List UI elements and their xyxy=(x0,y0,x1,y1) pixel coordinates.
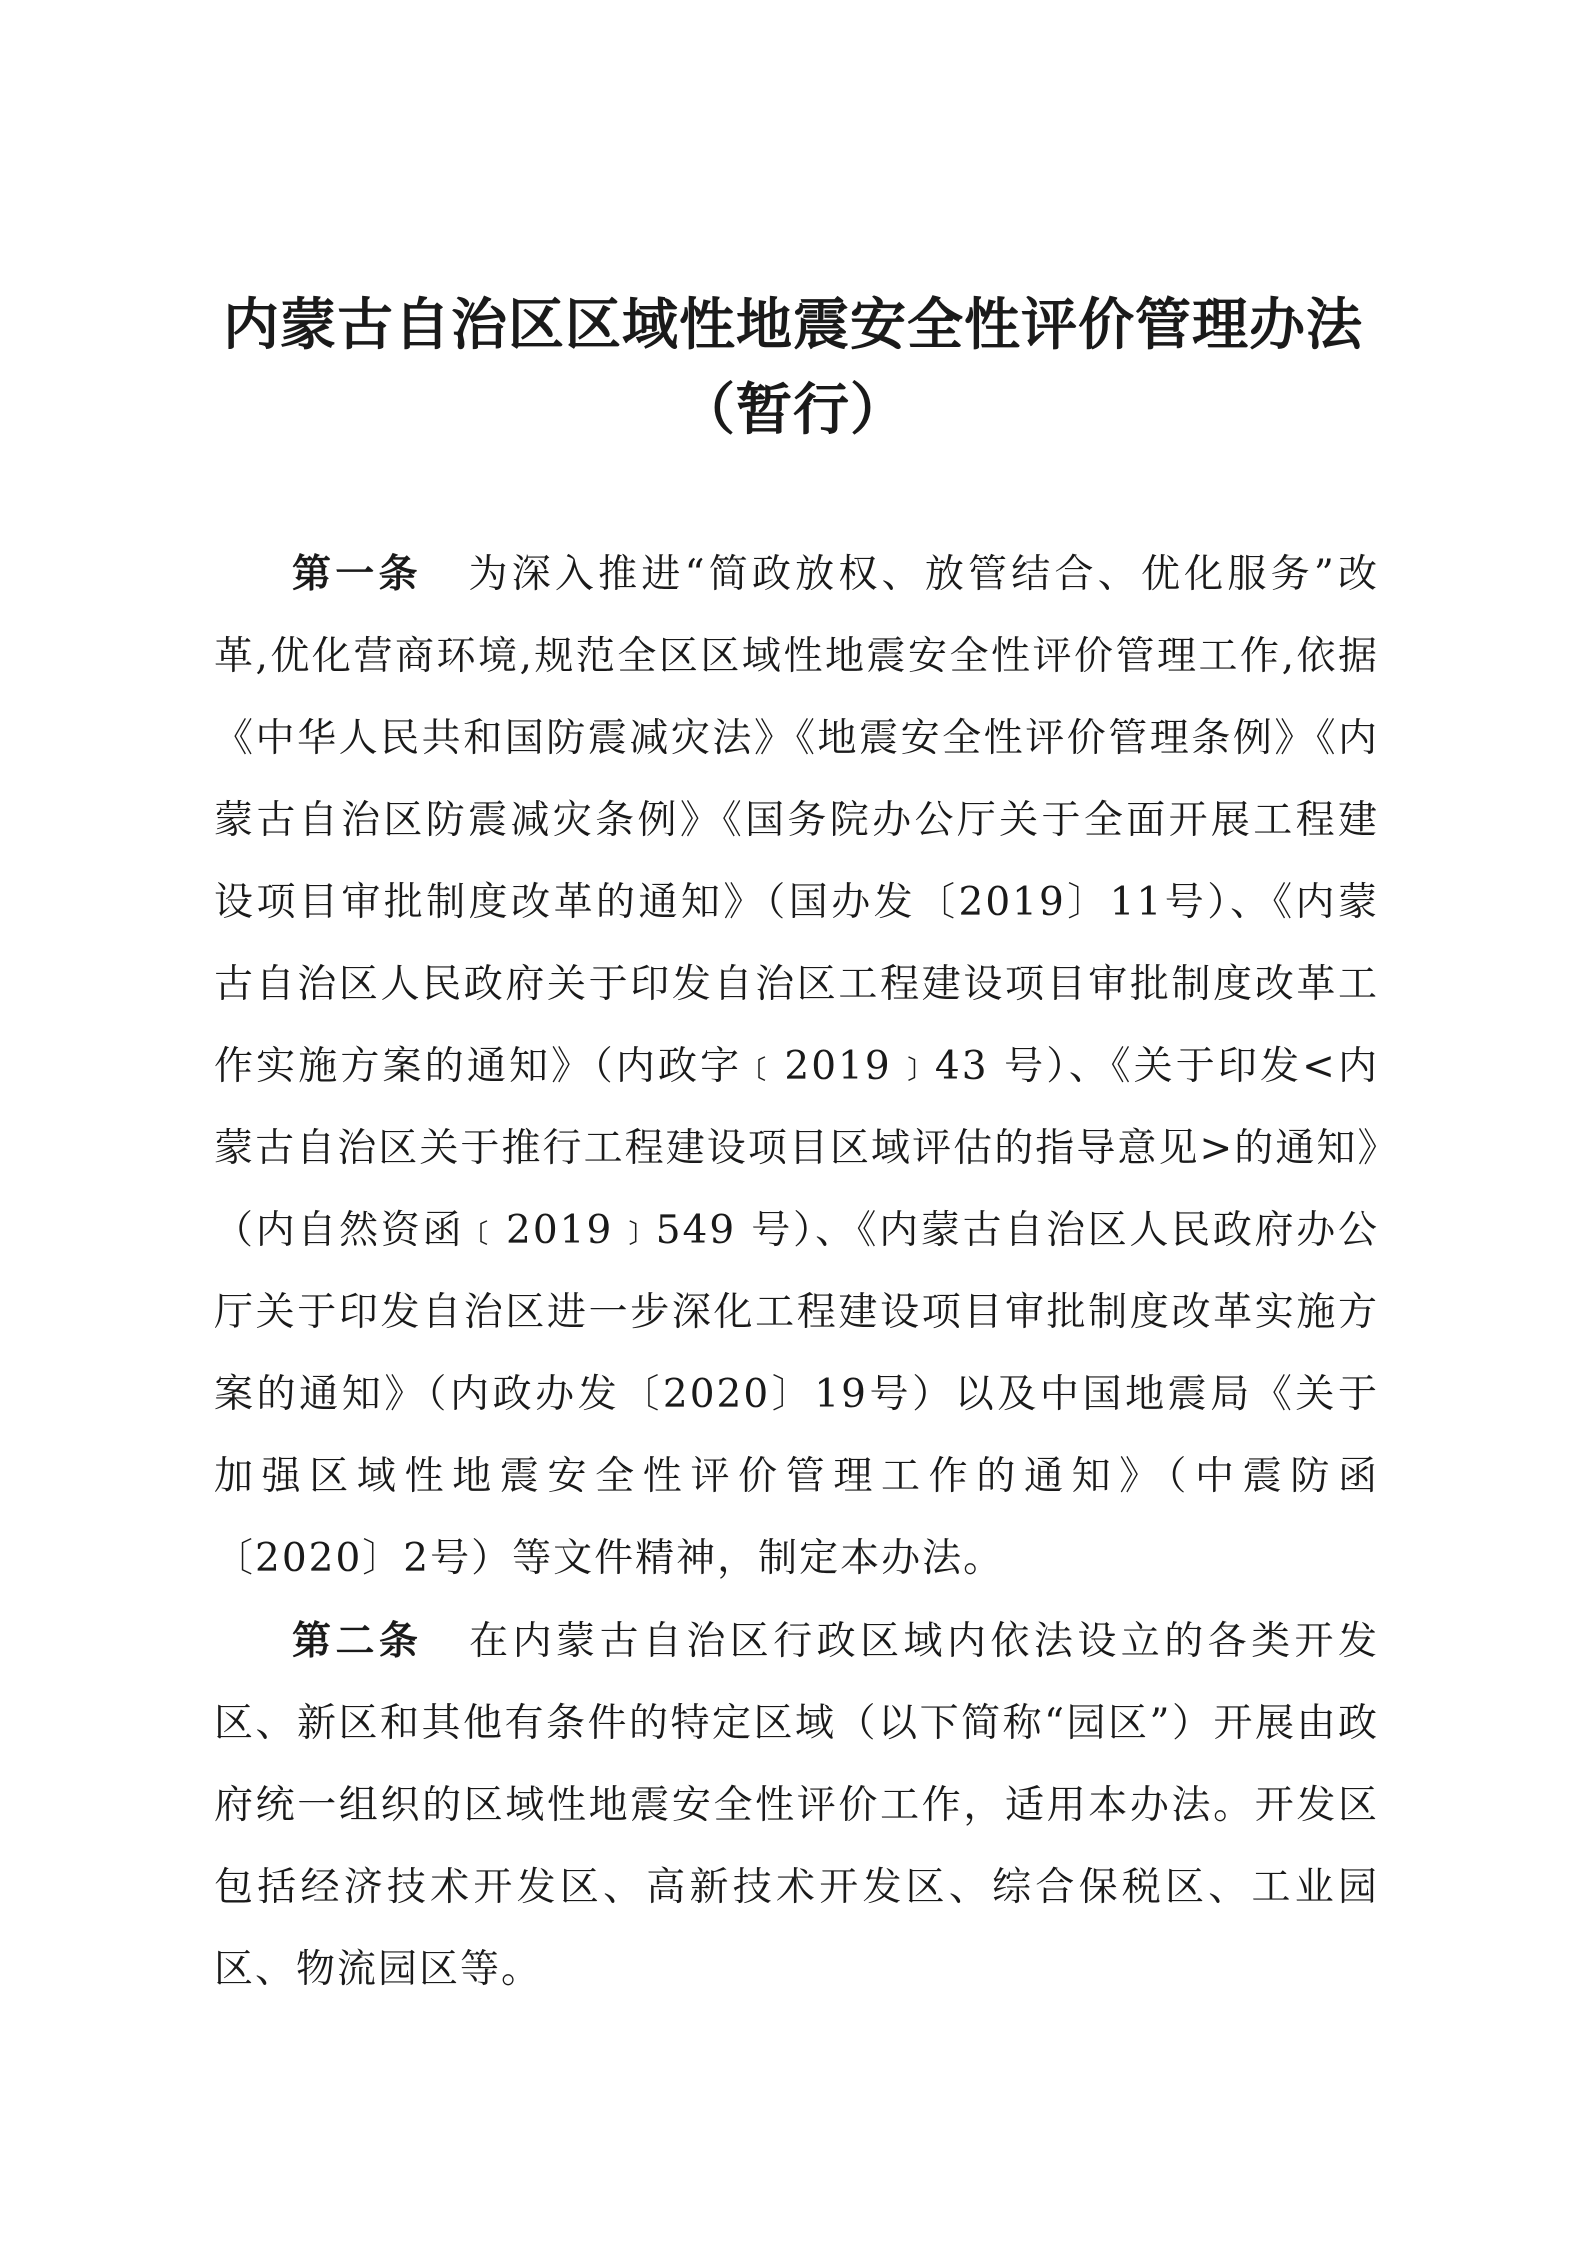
document-body xyxy=(214,533,1379,2011)
article-2-text: 在内蒙古自治区行政区域内依法设立的各类开发区、新区和其他有条件的特定区域（以下简称“园区”）开展由政府统一组织的区域性地震安全性评价工作，适用本办法。开发区包括经济技术开发区、高新技术开发区、综合保税区、工业园区、物流园区等。 xyxy=(214,1619,1379,1992)
article-1-text: 为深入推进“简政放权、放管结合、优化服务”改革,优化营商环境,规范全区区域性地震安全性评价管理工作,依据《中华人民共和国防震减灾法》《地震安全性评价管理条例》《内蒙古自治区防震减灾条例》《国务院办公厅关于全面开展工程建设项目审批制度改革的通知》（国办发〔2019〕11号）、《内蒙古自治区人民政府关于印发自治区工程建设项目审批制度改革工作实施方案的通知》（内政字﹝2019﹞43 号）、《关于印发<内蒙古自治区关于推行工程建设项目区域评估的指导意见>的通知》（内自然资函﹝2019﹞549 号）、《内蒙古自治区人民政府办公厅关于印发自治区进一步深化工程建设项目审批制度改革实施方案的通知》（内政办发〔2020〕19号）以及中国地震局《关于加强区域性地震安全性评价管理工作的通知》（中震防函〔2020〕2号）等文件精神，制定本办法。 xyxy=(214,552,1379,1581)
article-2-label: 第二条 xyxy=(292,1618,423,1664)
document-subtitle: （暂行） xyxy=(679,377,907,443)
article-1-label: 第一条 xyxy=(292,551,422,597)
document-title: 内蒙古自治区区域性地震安全性评价管理办法 xyxy=(223,292,1363,358)
article-1 xyxy=(214,533,1379,1600)
article-2 xyxy=(214,1600,1379,2011)
